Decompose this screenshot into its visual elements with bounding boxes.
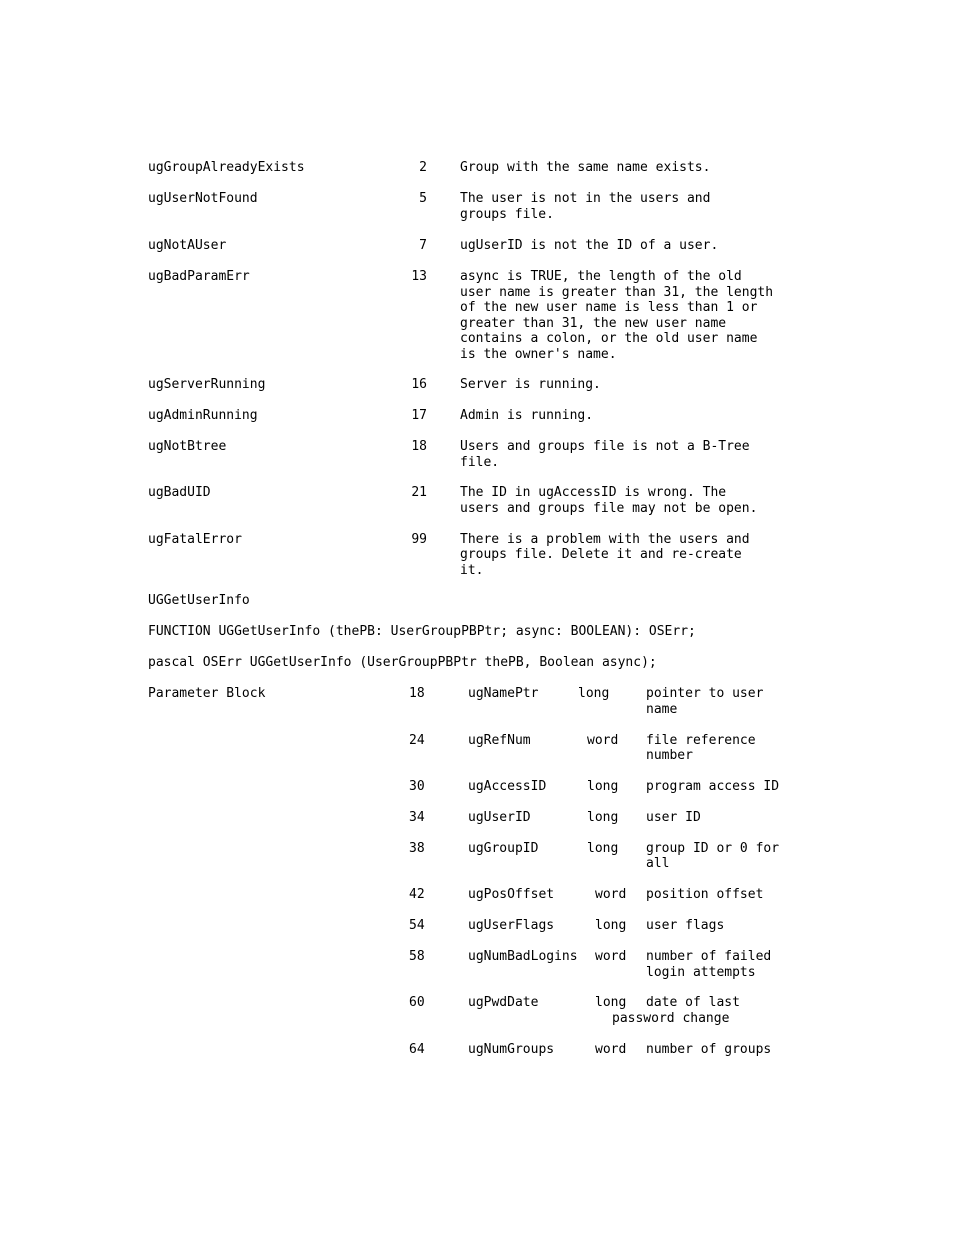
param-desc: user ID [646, 810, 701, 825]
param-field: ugNumBadLogins [468, 949, 578, 964]
param-field: ugUserFlags [468, 918, 555, 933]
param-desc: program access ID [646, 779, 780, 794]
error-code: 5 [419, 191, 427, 206]
param-size: long [578, 686, 610, 701]
error-desc: groups file. [460, 207, 554, 222]
param-size: long [587, 841, 619, 856]
param-field: ugNamePtr [468, 686, 539, 701]
param-size: word [595, 949, 627, 964]
param-offset: 42 [409, 887, 425, 902]
error-desc: ugUserID is not the ID of a user. [460, 238, 719, 253]
error-code: 99 [411, 532, 427, 547]
error-desc: groups file. Delete it and re-create [460, 547, 742, 562]
param-size: long [595, 995, 627, 1010]
param-field: ugRefNum [468, 733, 531, 748]
error-name: ugFatalError [148, 532, 242, 547]
error-desc: The user is not in the users and [460, 191, 711, 206]
param-offset: 38 [409, 841, 425, 856]
error-code: 13 [411, 269, 427, 284]
error-name: ugNotAUser [148, 238, 227, 253]
error-desc: async is TRUE, the length of the old [460, 269, 742, 284]
param-desc: number of groups [646, 1042, 772, 1057]
error-name: ugUserNotFound [148, 191, 258, 206]
error-name: ugBadUID [148, 485, 211, 500]
param-size: long [587, 779, 619, 794]
error-code: 7 [419, 238, 427, 253]
error-desc: is the owner's name. [460, 346, 617, 362]
error-desc: greater than 31, the new user name [460, 315, 727, 331]
param-field: ugGroupID [468, 841, 539, 856]
error-desc: file. [460, 454, 500, 470]
error-desc: Server is running. [460, 377, 601, 392]
error-code: 17 [411, 408, 427, 423]
param-desc: password change [612, 1011, 730, 1026]
error-name: ugNotBtree [148, 439, 227, 454]
c-declaration: pascal OSErr UGGetUserInfo (UserGroupPBPtr thePB, Boolean async); [148, 655, 657, 670]
error-desc: Users and groups file is not a B-Tree [460, 439, 750, 454]
pascal-declaration: FUNCTION UGGetUserInfo (thePB: UserGroupPBPtr; async: BOOLEAN): OSErr; [148, 624, 696, 639]
param-desc: group ID or 0 for [646, 841, 780, 856]
param-offset: 64 [409, 1042, 425, 1057]
param-offset: 58 [409, 949, 425, 964]
error-desc: contains a colon, or the old user name [460, 331, 758, 346]
param-size: word [595, 887, 627, 902]
param-desc: pointer to user [646, 686, 764, 701]
error-code: 2 [419, 160, 427, 175]
param-size: word [587, 733, 619, 748]
param-desc: user flags [646, 918, 725, 933]
param-offset: 18 [409, 686, 425, 701]
param-desc: number of failed [646, 949, 772, 964]
param-field: ugUserID [468, 810, 531, 825]
param-desc: date of last [646, 995, 740, 1010]
param-desc: number [646, 748, 693, 763]
param-size: long [595, 918, 627, 933]
error-desc: of the new user name is less than 1 or [460, 300, 758, 315]
param-desc: file reference [646, 733, 756, 748]
error-name: ugBadParamErr [148, 269, 250, 284]
param-desc: login attempts [646, 965, 756, 980]
param-offset: 30 [409, 779, 425, 794]
error-desc: Admin is running. [460, 408, 594, 423]
param-size: word [595, 1042, 627, 1057]
param-desc: position offset [646, 887, 764, 902]
error-desc: it. [460, 562, 484, 578]
param-field: ugPosOffset [468, 887, 555, 902]
param-field: ugNumGroups [468, 1042, 555, 1057]
section-title: UGGetUserInfo [148, 593, 250, 608]
error-desc: There is a problem with the users and [460, 532, 750, 547]
parameter-block-label: Parameter Block [148, 686, 266, 701]
param-size: long [587, 810, 619, 825]
param-desc: all [646, 856, 670, 871]
error-code: 21 [411, 485, 427, 500]
error-desc: users and groups file may not be open. [460, 501, 758, 516]
error-desc: The ID in ugAccessID is wrong. The [460, 485, 727, 500]
error-name: ugGroupAlreadyExists [148, 160, 305, 175]
param-offset: 54 [409, 918, 425, 933]
param-field: ugPwdDate [468, 995, 539, 1010]
error-name: ugAdminRunning [148, 408, 258, 423]
error-desc: user name is greater than 31, the length [460, 284, 774, 300]
param-offset: 60 [409, 995, 425, 1010]
param-offset: 34 [409, 810, 425, 825]
error-code: 18 [411, 439, 427, 454]
error-code: 16 [411, 377, 427, 392]
error-name: ugServerRunning [148, 377, 266, 392]
error-desc: Group with the same name exists. [460, 160, 711, 175]
param-desc: name [646, 702, 678, 717]
param-offset: 24 [409, 733, 425, 748]
param-field: ugAccessID [468, 779, 547, 794]
